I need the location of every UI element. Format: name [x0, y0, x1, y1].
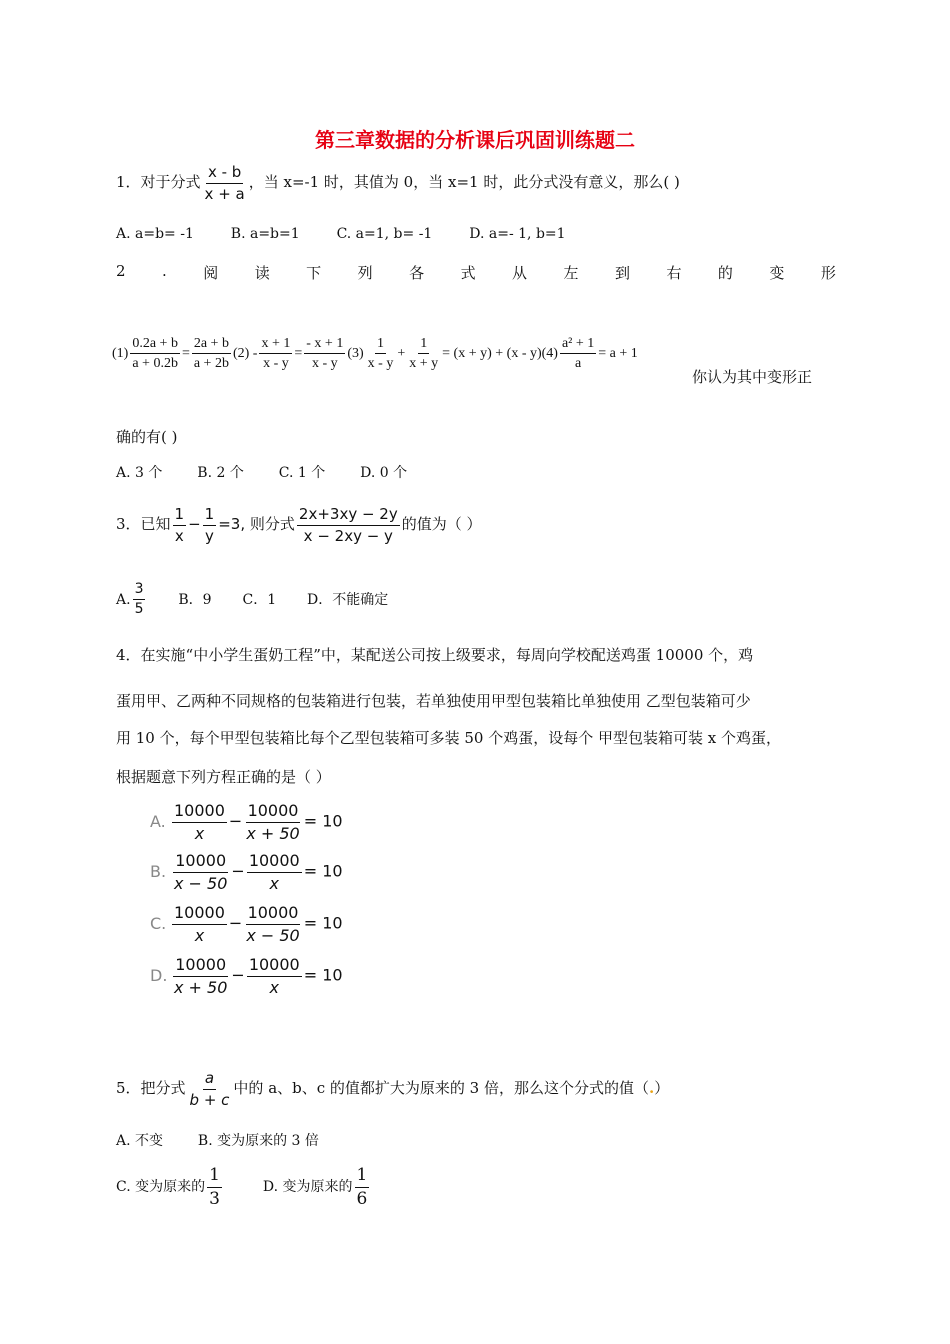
q2-eq-text: (1) [112, 346, 129, 362]
option-label: C. [150, 913, 167, 933]
q2-eq-text: + [397, 346, 406, 362]
q2-char: 到 [614, 264, 630, 282]
q5-option-c: C. 变为原来的 [116, 1179, 206, 1196]
frac-den: 6 [356, 1188, 368, 1209]
q3-option-a-fraction [133, 582, 146, 618]
q3-mid: 则分式 [249, 515, 295, 533]
q3-option-b: B．9 [178, 591, 212, 608]
frac-den: x [194, 925, 205, 945]
frac-den: x [269, 873, 279, 893]
rhs: = 10 [303, 965, 343, 985]
q1-prefix: 1．对于分式 [116, 173, 201, 191]
q1-option-c: C. a=1, b= -1 [336, 226, 433, 242]
option-fraction [247, 956, 302, 996]
frac-num: 2x+3xy − 2y [297, 506, 400, 526]
frac-num: 10000 [172, 904, 227, 925]
q1-option-a: A. a=b= -1 [116, 226, 194, 242]
frac-den: x - y [367, 356, 394, 372]
q2-option-c: C. 1 个 [278, 465, 326, 481]
rhs: = 10 [303, 811, 343, 831]
question-1 [116, 164, 680, 202]
q2-fraction [259, 336, 292, 372]
frac-den: a [575, 356, 582, 372]
q2-eq-text: = a + 1 [598, 346, 638, 362]
frac-den: x - y [311, 356, 338, 372]
q2-fraction [130, 336, 180, 372]
frac-num: 10000 [247, 852, 302, 873]
frac-den: 3 [209, 1188, 220, 1209]
minus-sign: − [231, 861, 245, 881]
option-label: B. [150, 861, 167, 881]
frac-num: 1 [375, 336, 386, 354]
frac-num: 2a + b [192, 336, 231, 354]
q4-line-1: 4．在实施“中小学生蛋奶工程”中，某配送公司按上级要求，每周向学校配送鸡蛋 10000 个，鸡 [116, 646, 754, 664]
q4-line-3: 用 10 个，每个甲型包装箱比每个乙型包装箱可多装 50 个鸡蛋，设每个 甲型包装箱可装 x 个鸡蛋， [116, 729, 782, 747]
option-label: D. [150, 965, 168, 985]
q2-option-d: D. 0 个 [360, 465, 408, 481]
q2-char: 右 [666, 264, 682, 282]
question-5 [116, 1070, 669, 1108]
frac-num: 10000 [172, 802, 227, 823]
q5-dot: . [649, 1079, 655, 1097]
frac-den: y [205, 526, 214, 545]
q1-frac-num: x - b [206, 164, 243, 184]
q2-char: 列 [357, 264, 373, 282]
frac-den: x - y [263, 356, 289, 372]
q4-option-d [150, 956, 343, 996]
frac-den: x − 50 [246, 925, 300, 945]
frac-num: 0.2a + b [130, 336, 180, 354]
q3-suffix: 的值为（ ） [401, 515, 482, 533]
frac-num: 3 [133, 582, 146, 600]
q2-fraction [192, 336, 231, 372]
q2-fraction [560, 336, 596, 372]
q2-options [116, 462, 407, 482]
q2-fraction [407, 336, 440, 372]
frac-num: - x + 1 [304, 336, 345, 354]
q2-eq-text: (2) - [232, 346, 258, 362]
q5-option-d-fraction [355, 1166, 370, 1208]
frac-num: 10000 [246, 802, 301, 823]
page-title: 第三章数据的分析课后巩固训练题二 [315, 128, 635, 152]
q2-char: 形 [820, 264, 836, 282]
q2-tail: 你认为其中变形正 [692, 368, 813, 386]
minus-sign: − [228, 913, 243, 933]
q1-option-b: B. a=b=1 [230, 226, 300, 242]
q2-char: 阅 [203, 264, 219, 282]
option-fraction [244, 904, 301, 944]
q2-char: 读 [254, 264, 270, 282]
option-fraction [247, 852, 302, 892]
rhs: = 10 [303, 913, 343, 933]
option-label: A. [150, 811, 166, 831]
q2-eq-text: = (x + y) + (x - y)(4) [442, 346, 558, 362]
frac-num: 1 [207, 1166, 222, 1188]
q5-suffix: 中的 a、b、c 的值都扩大为原来的 3 倍，那么这个分式的值（ [233, 1079, 649, 1097]
q5-option-a: A. 不变 [116, 1133, 164, 1149]
q2-fraction [304, 336, 345, 372]
minus-sign: − [228, 811, 243, 831]
q5-options-ab [116, 1130, 319, 1150]
frac-den: x [174, 526, 184, 545]
option-fraction [172, 852, 229, 892]
q4-option-a [150, 802, 343, 842]
frac-num: 1 [355, 1166, 370, 1188]
q2-char: 各 [409, 264, 425, 282]
q2-equation [112, 336, 638, 372]
q2-option-b: B. 2 个 [197, 465, 244, 481]
q2-char: 左 [563, 264, 579, 282]
q4-option-c [150, 904, 343, 944]
q4-option-b [150, 852, 343, 892]
q2-char: 的 [717, 264, 733, 282]
q2-line3: 确的有( ) [116, 428, 178, 446]
frac-den: x [194, 823, 205, 843]
frac-den: b + c [189, 1090, 230, 1109]
q2-eq-text: (3) [347, 346, 364, 362]
q1-fraction [203, 164, 247, 202]
q5-options-cd [116, 1166, 371, 1208]
q5-prefix: 5．把分式 [116, 1079, 186, 1097]
q4-line-4: 根据题意下列方程正确的是（ ） [116, 768, 331, 786]
option-fraction [172, 956, 229, 996]
option-fraction [172, 904, 227, 944]
frac-num: 10000 [246, 904, 301, 925]
q3-option-d: D．不能确定 [307, 591, 389, 608]
q2-eq-text: = [181, 346, 190, 362]
frac-num: a² + 1 [560, 336, 596, 354]
q2-char: . [162, 262, 167, 280]
frac-den: x + y [409, 356, 439, 372]
frac-den: a + 2b [193, 356, 229, 372]
frac-num: 1 [173, 506, 187, 526]
q2-fraction [366, 336, 396, 372]
q1-frac-den: x + a [204, 184, 245, 203]
question-3 [116, 506, 482, 544]
q1-options [116, 226, 566, 242]
frac-den: x + 50 [246, 823, 300, 843]
q3-options [116, 582, 388, 618]
q4-line-2: 蛋用甲、乙两种不同规格的包装箱进行包装，若单独使用甲型包装箱比单独使用 乙型包装箱可少 [116, 692, 751, 710]
q2-eq-text: = [294, 346, 303, 362]
q5-close: ） [654, 1079, 670, 1097]
frac-den: a + 0.2b [132, 356, 178, 372]
frac-num: 10000 [173, 852, 228, 873]
q5-option-b: B. 变为原来的 3 倍 [197, 1133, 319, 1149]
frac-den: x + 50 [174, 977, 228, 997]
q2-option-a: A. 3 个 [116, 465, 163, 481]
q5-option-c-fraction [207, 1166, 222, 1208]
q2-char: 下 [306, 264, 322, 282]
q3-option-a: A. [116, 591, 131, 608]
q3-option-c: C．1 [242, 591, 277, 608]
q3-prefix: 3．已知 [116, 515, 171, 533]
q2-char: 2 [116, 262, 126, 280]
minus-sign: − [231, 965, 245, 985]
q3-equals: =3, [218, 515, 246, 533]
option-fraction [172, 802, 227, 842]
rhs: = 10 [303, 861, 343, 881]
q3-fraction [203, 506, 217, 544]
q2-char: 变 [769, 264, 785, 282]
q3-fraction [173, 506, 187, 544]
frac-num: x + 1 [259, 336, 292, 354]
frac-num: 1 [418, 336, 429, 354]
frac-num: 1 [203, 506, 217, 526]
frac-num: 10000 [247, 956, 302, 977]
q5-option-d: D. 变为原来的 [262, 1179, 353, 1196]
q2-heading [116, 262, 836, 283]
q3-fraction [297, 506, 400, 544]
q3-minus: − [188, 515, 201, 533]
q2-char: 从 [512, 264, 528, 282]
frac-den: x [269, 977, 279, 997]
q2-char: 式 [460, 264, 476, 282]
frac-num: a [203, 1070, 216, 1090]
q1-option-d: D. a=- 1, b=1 [469, 226, 566, 242]
frac-den: x − 50 [174, 873, 228, 893]
frac-den: x − 2xy − y [303, 526, 393, 545]
frac-num: 10000 [173, 956, 228, 977]
q1-suffix: ，当 x=-1 时，其值为 0，当 x=1 时，此分式没有意义，那么( ) [248, 173, 680, 191]
frac-den: 5 [134, 601, 144, 618]
option-fraction [244, 802, 301, 842]
q5-fraction [188, 1070, 232, 1108]
